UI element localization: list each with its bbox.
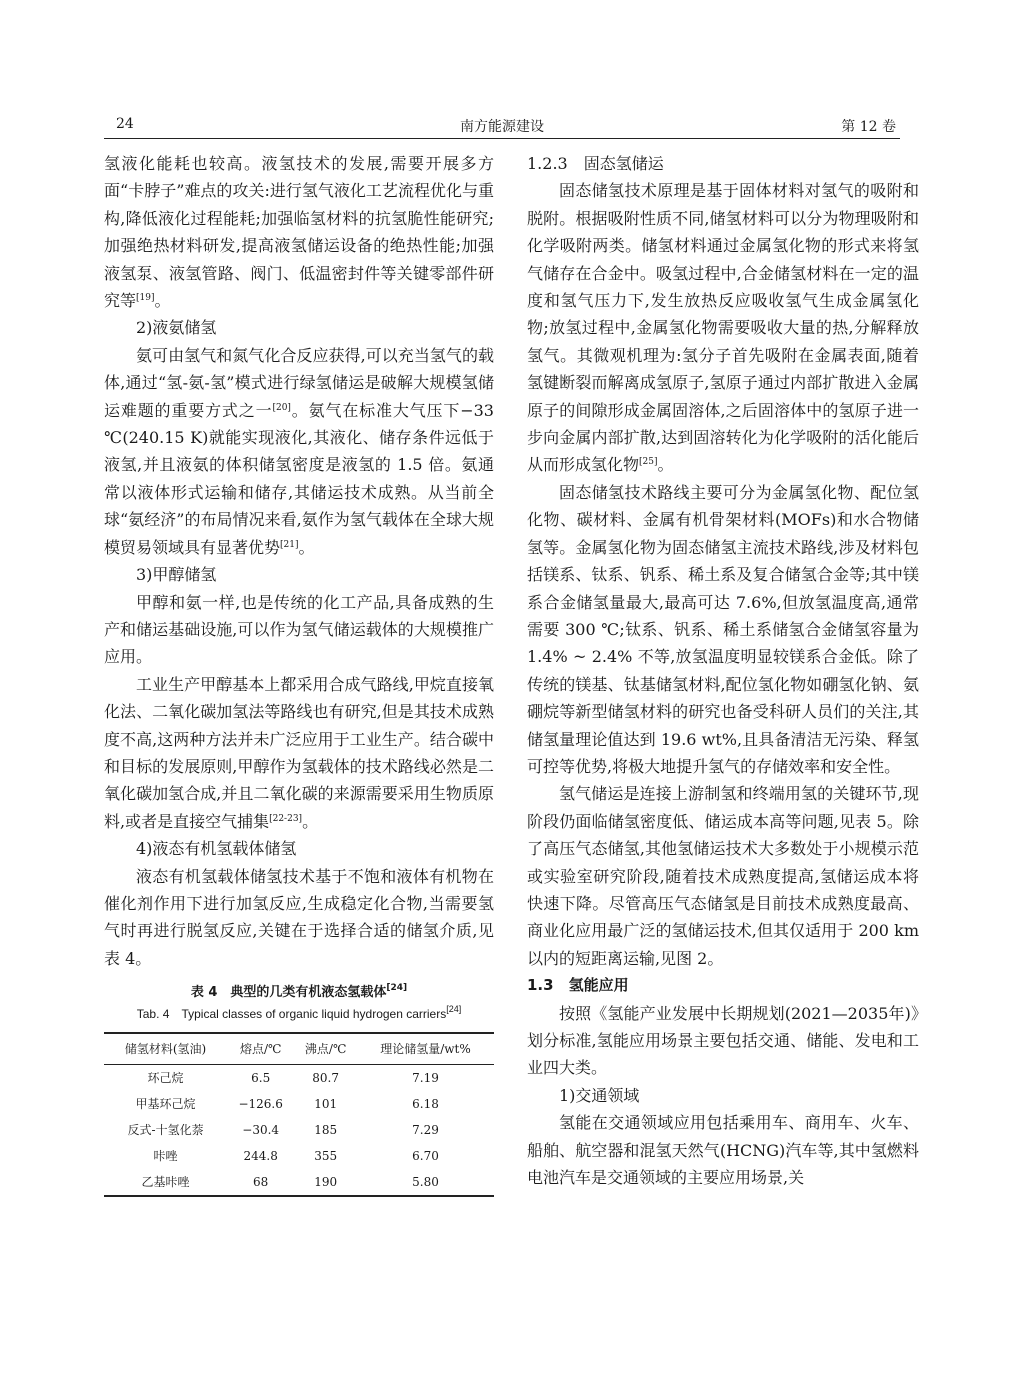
paragraph: 甲醇和氨一样,也是传统的化工产品,具备成熟的生产和储运基础设施,可以作为氢气储运载体的大规模推广应用。	[104, 592, 494, 667]
table-cell: 190	[314, 1175, 338, 1190]
table-cell: 环己烷	[147, 1071, 184, 1086]
paragraph: 固态储氢技术原理是基于固体材料对氢气的吸附和脱附。根据吸附性质不同,储氢材料可以分为物理吸附和化学吸附两类。储氢材料通过金属氢化物的形式来将氢气储存在合金中。吸氢过程中,合金储氢材料在一定的温度和氢气压力下,发生放热反应吸收氢气生成金属氢化物;放氢过程中,金属氢化物需要吸收大量的热,分解释放氢气。其微观机理为:氢分子首先吸附在金属表面,随着氢键断裂而解离成氢原子,氢原子通过内部扩散进入金属原子的间隙形成金属固溶体,之后固溶体中的氢原子进一步向金属内部扩散,达到固溶转化为化学吸附的活化能后从而形成氢化物[25]。	[527, 181, 919, 475]
table-row	[104, 1143, 494, 1169]
section-heading: 1.3 氢能应用	[527, 976, 629, 995]
citation[interactable]: [20]	[272, 402, 291, 413]
table-cell: −30.4	[242, 1123, 280, 1138]
table-cell: 355	[314, 1149, 338, 1164]
paragraph: 氢气储运是连接上游制氢和终端用氢的关键环节,现阶段仍面临储氢密度低、储运成本高等问题,见表 5。除了高压气态储氢,其他氢储运技术大多数处于小规模示范或实验室研究阶段,随着技术成熟度提高,氢储运成本将快速下降。尽管高压气态储氢是目前技术成熟度最高、商业化应用最广泛的氢储运技术,但其仅适用于 200 km 以内的短距离运输,见图 2。	[527, 784, 919, 968]
table-cell: 7.29	[412, 1123, 439, 1138]
volume-label: 第 12 卷	[841, 119, 896, 135]
citation[interactable]: [24]	[386, 983, 408, 994]
paragraph: 固态储氢技术路线主要可分为金属氢化物、配位氢化物、碳材料、金属有机骨架材料(MOFs)和水合物储氢等。金属氢化物为固态储氢主流技术路线,涉及材料包括镁系、钛系、钒系、稀土系及复合储氢合金等;其中镁系合金储氢量最大,最高可达 7.6%,但放氢温度高,通常需要 300 ℃;钛系、钒系、稀土系储氢合金储氢容量为 1.4% ~ 2.4% 不等,放氢温度明显较镁系合金低。除了传统的镁基、钛基储氢材料,配位氢化物如硼氢化钠、氨硼烷等新型储氢材料的研究也备受科研人员们的关注,其储氢量理论值达到 19.6 wt%,且具备清洁无污染、释氢可控等优势,将极大地提升氢气的存储效率和安全性。	[527, 482, 919, 776]
section-heading: 1.2.3 固态氢储运	[527, 154, 664, 173]
citation[interactable]: [19]	[136, 293, 155, 304]
table-caption-en: Tab. 4 Typical classes of organic liquid hydrogen carriers[24]	[136, 1004, 462, 1022]
table-row	[104, 1117, 494, 1143]
table-header-row	[104, 1033, 494, 1065]
paragraph: 氢液化能耗也较高。液氢技术的发展,需要开展多方面“卡脖子”难点的攻关:进行氢气液化工艺流程优化与重构,降低液化过程能耗;加强临氢材料的抗氢脆性能研究;加强绝热材料研发,提高液氢储运设备的绝热性能;加强液氢泵、液氢管路、阀门、低温密封件等关键零部件研究等[19]。	[104, 154, 494, 311]
table-cell: 101	[314, 1097, 338, 1112]
table-cell: 甲基环己烷	[135, 1097, 196, 1112]
table-cell: 185	[314, 1123, 338, 1138]
left-column	[104, 150, 494, 1197]
table-cell: −126.6	[238, 1097, 283, 1112]
paragraph: 按照《氢能产业发展中长期规划(2021—2035年)》划分标准,氢能应用场景主要包括交通、储能、发电和工业四大类。	[527, 1003, 919, 1078]
citation[interactable]: [24]	[446, 1004, 462, 1015]
table-cell: 乙基咔唑	[141, 1175, 190, 1190]
right-column	[527, 150, 919, 1191]
citation[interactable]: [21]	[280, 539, 299, 550]
page-number: 24	[116, 116, 134, 132]
subsection-heading: 2)液氨储氢	[136, 318, 217, 338]
paragraph: 工业生产甲醇基本上都采用合成气路线,甲烷直接氧化法、二氧化碳加氢法等路线也有研究,但是其技术成熟度不高,这两种方法并未广泛应用于工业生产。结合碳中和目标的发展原则,甲醇作为氢载体的技术路线必然是二氧化碳加氢合成,并且二氧化碳的来源需要采用生物质原料,或者是直接空气捕集[22-23]。	[104, 674, 494, 831]
citation[interactable]: [22-23]	[269, 813, 303, 824]
table-cell: 6.18	[412, 1097, 439, 1112]
table-caption-cn: 表 4 典型的几类有机液态氢载体[24]	[190, 983, 408, 1001]
table-cell: 6.5	[251, 1071, 271, 1086]
subsection-heading: 1)交通领域	[559, 1085, 640, 1105]
column-header: 理论储氢量/wt%	[380, 1042, 471, 1057]
table-cell: 244.8	[243, 1149, 278, 1164]
column-header: 熔点/℃	[239, 1042, 282, 1057]
subsection-heading: 3)甲醇储氢	[136, 565, 217, 585]
table-cell: 反式-十氢化萘	[127, 1123, 204, 1138]
running-header	[104, 114, 900, 139]
column-header: 沸点/℃	[304, 1042, 347, 1057]
paragraph: 氢能在交通领域应用包括乘用车、商用车、火车、船舶、航空器和混氢天然气(HCNG)汽车等,其中氢燃料电池汽车是交通领域的主要应用场景,关	[527, 1113, 919, 1188]
citation[interactable]: [25]	[639, 457, 658, 468]
table-cell: 咔唑	[153, 1149, 178, 1164]
table-row	[104, 1091, 494, 1117]
column-header: 储氢材料(氢油)	[124, 1042, 207, 1057]
paragraph: 氨可由氢气和氮气化合反应获得,可以充当氢气的载体,通过“氢-氨-氢”模式进行绿氢储运是破解大规模氢储运难题的重要方式之一[20]。氨气在标准大气压下−33 ℃(240.15 K)就能实现液化,其液化、储存条件远低于液氢,并且液氨的体积储氢密度是液氢的 1.5 倍。氨通常以液体形式运输和储存,其储运技术成熟。从当前全球“氨经济”的布局情况来看,氨作为氢气载体在全球大规模贸易领域具有显著优势[21]。	[104, 345, 494, 557]
subsection-heading: 4)液态有机氢载体储氢	[136, 839, 297, 859]
journal-name: 南方能源建设	[460, 119, 544, 135]
table-row	[104, 1065, 494, 1092]
table-cell: 5.80	[412, 1175, 439, 1190]
paragraph: 液态有机氢载体储氢技术基于不饱和液体有机物在催化剂作用下进行加氢反应,生成稳定化合物,当需要氢气时再进行脱氢反应,关键在于选择合适的储氢介质,见表 4。	[104, 866, 494, 968]
table-cell: 7.19	[412, 1071, 439, 1086]
data-table	[104, 1032, 494, 1197]
table-cell: 6.70	[412, 1149, 439, 1164]
table-cell: 80.7	[312, 1071, 339, 1086]
table-cell: 68	[253, 1175, 269, 1190]
table-row	[104, 1169, 494, 1196]
